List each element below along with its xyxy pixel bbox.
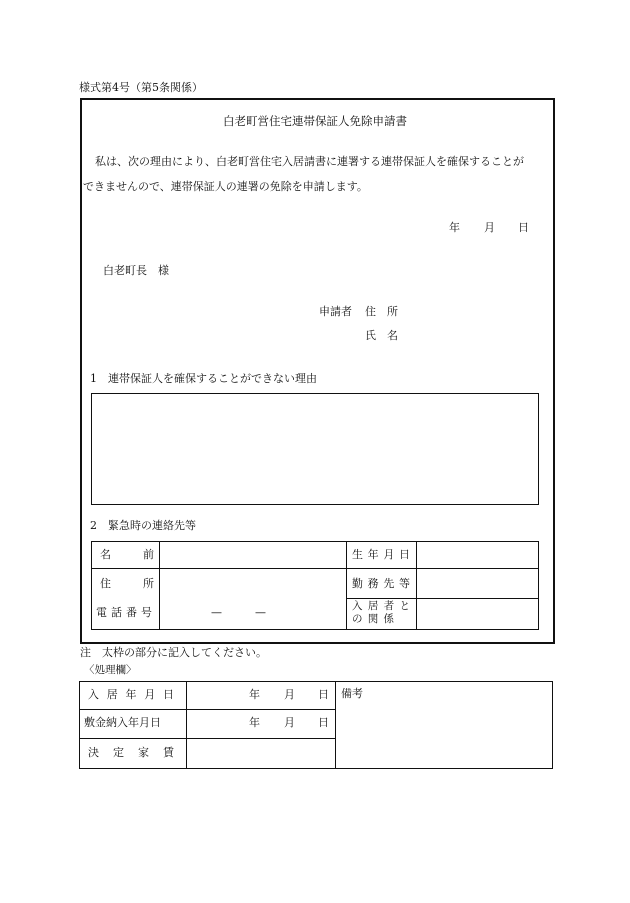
relation-field[interactable]	[417, 599, 536, 627]
deposit-date-label: 敷金納入年月日	[84, 716, 161, 729]
move-in-date-label: 入 居 年 月 日	[88, 688, 174, 701]
move-in-day: 日	[318, 688, 329, 701]
workplace-label: 勤 務 先 等	[352, 577, 410, 590]
addressee: 白老町長 様	[103, 264, 169, 277]
address-label: 住 所	[100, 577, 154, 590]
section-1-heading: 1 連帯保証人を確保することができない理由	[90, 372, 317, 385]
form-number: 様式第4号（第5条関係）	[79, 81, 203, 94]
date-month: 月	[484, 221, 495, 234]
name-field[interactable]	[160, 542, 345, 567]
processing-heading: 〈処理欄〉	[84, 664, 137, 676]
deposit-year: 年	[249, 716, 260, 729]
birthdate-field[interactable]	[417, 542, 536, 567]
form-title: 白老町営住宅連帯保証人免除申請書	[223, 114, 407, 128]
deposit-month: 月	[284, 716, 295, 729]
body-text-line-2: できませんので、連帯保証人の連署の免除を申請します。	[83, 180, 368, 193]
reason-textarea[interactable]	[91, 393, 539, 505]
rent-label: 決 定 家 賃	[88, 746, 174, 759]
applicant-address-label: 住 所	[365, 305, 398, 318]
move-in-year: 年	[249, 688, 260, 701]
phone-label: 電 話 番 号	[96, 606, 152, 619]
date-year: 年	[449, 221, 460, 234]
date-day: 日	[518, 221, 529, 234]
birthdate-label: 生 年 月 日	[352, 548, 410, 561]
phone-dashes: — —	[211, 606, 266, 619]
note: 注 太枠の部分に記入してください。	[80, 646, 267, 659]
workplace-field[interactable]	[417, 569, 536, 597]
applicant-label: 申請者	[319, 305, 352, 318]
applicant-name-label: 氏 名	[365, 329, 398, 342]
relation-label-line-2: の 関 係	[352, 613, 394, 625]
deposit-day: 日	[318, 716, 329, 729]
name-label: 名 前	[100, 548, 154, 561]
body-text-line-1: 私は、次の理由により、白老町営住宅入居請書に連署する連帯保証人を確保することが	[95, 155, 524, 168]
remarks-label: 備考	[341, 687, 363, 700]
section-2-heading: 2 緊急時の連絡先等	[90, 519, 196, 532]
relation-label-line-1: 入 居 者 と	[352, 600, 410, 612]
move-in-month: 月	[284, 688, 295, 701]
